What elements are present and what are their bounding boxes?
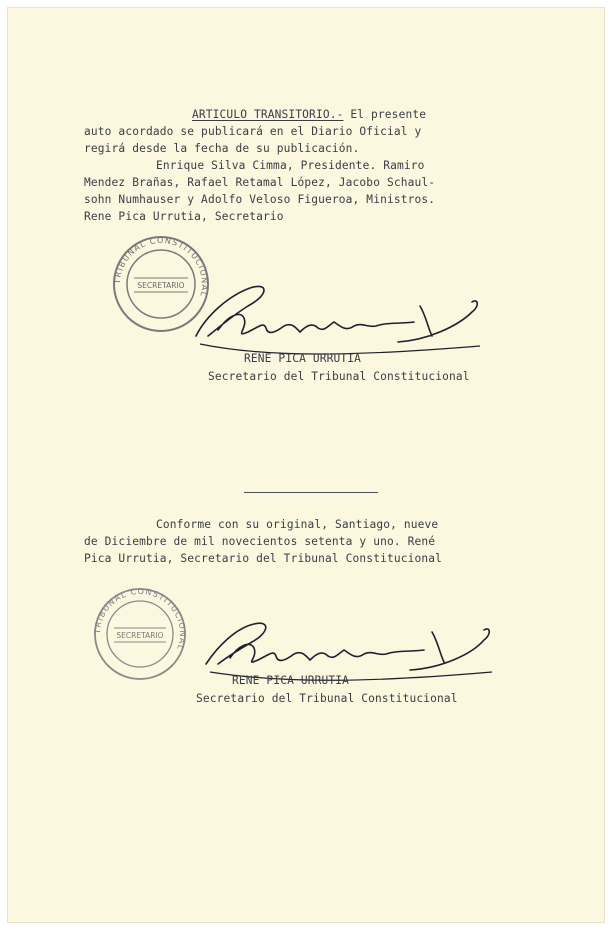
article-heading-line xyxy=(192,108,426,121)
article-text-line-1: El presente xyxy=(343,108,427,121)
article-text-line-4: Enrique Silva Cimma, Presidente. Ramiro xyxy=(156,159,425,172)
tribunal-stamp-2 xyxy=(88,586,192,682)
conforme-line-3: Pica Urrutia, Secretario del Tribunal Constitucional xyxy=(84,552,443,565)
signatory-name-2: RENE PICA URRUTIA xyxy=(232,674,350,687)
conforme-line-1: Conforme con su original, Santiago, nueve xyxy=(156,518,439,531)
svg-text:SECRETARIO: SECRETARIO xyxy=(137,281,185,290)
article-text-line-5: Mendez Brañas, Rafael Retamal López, Jacobo Schaul- xyxy=(84,176,436,189)
signature-scribble-1 xyxy=(188,266,488,366)
article-heading: ARTICULO TRANSITORIO.- xyxy=(192,108,344,121)
document-page xyxy=(8,8,604,922)
article-text-line-7: Rene Pica Urrutia, Secretario xyxy=(84,210,284,223)
svg-text:TRIBUNAL CONSTITUCIONAL: TRIBUNAL CONSTITUCIONAL xyxy=(112,235,210,299)
svg-text:TRIBUNAL CONSTITUCIONAL: TRIBUNAL CONSTITUCIONAL xyxy=(92,586,188,652)
signatory-title-2: Secretario del Tribunal Constitucional xyxy=(196,692,458,705)
svg-text:SECRETARIO: SECRETARIO xyxy=(116,631,164,640)
article-text-line-2: auto acordado se publicará en el Diario Oficial y xyxy=(84,125,422,138)
article-text-line-6: sohn Numhauser y Adolfo Veloso Figueroa, Ministros. xyxy=(84,193,436,206)
conforme-line-2: de Diciembre de mil novecientos setenta y uno. René xyxy=(84,535,436,548)
signatory-title-1: Secretario del Tribunal Constitucional xyxy=(208,370,470,383)
signatory-name-1: RENE PICA URRUTIA xyxy=(244,352,362,365)
section-divider xyxy=(244,492,378,493)
article-text-line-3: regirá desde la fecha de su publicación. xyxy=(84,142,360,155)
